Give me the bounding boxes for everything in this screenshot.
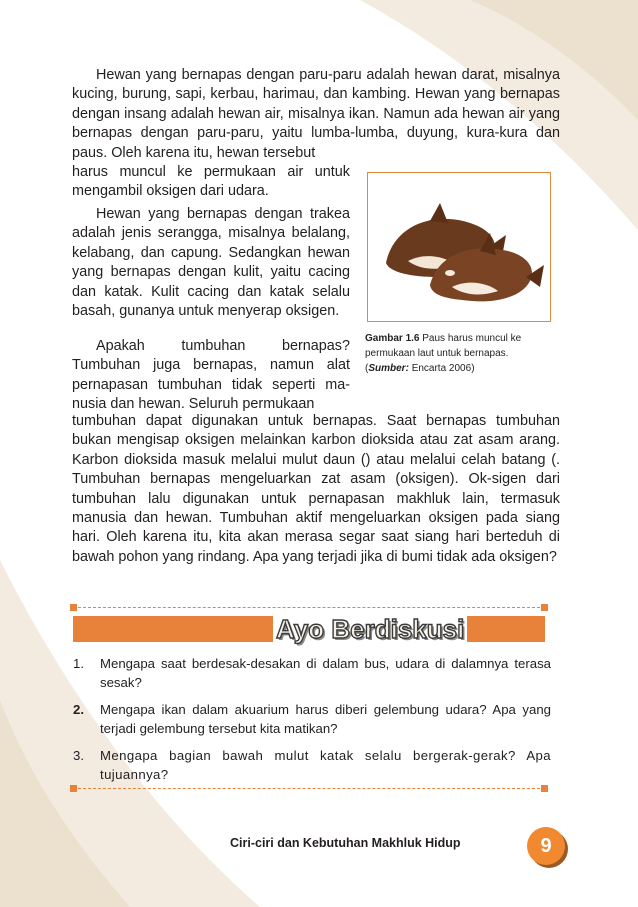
footer-chapter-title: Ciri-ciri dan Kebutuhan Makhluk Hidup — [230, 836, 461, 850]
paragraph-lungs-continued: harus muncul ke permukaan air untuk mengambil oksigen dari udara. — [72, 164, 350, 200]
figure-source: Encarta 2006 — [411, 363, 472, 374]
divider-square-left — [70, 785, 77, 792]
figure-caption: Gambar 1.6 Paus harus muncul ke permukaan laut untuk bernapas. (Sumber: Encarta 2006) — [365, 333, 522, 374]
question-number: 3. — [73, 748, 84, 763]
paragraph-plants-start: Apakah tumbuhan bernapas? Tumbuhan juga bernapas, namun alat pernapasan tumbuhan tidak seperti ma-nusia dan hewan. Seluruh permukaan — [72, 338, 350, 413]
question-number: 1. — [73, 656, 84, 671]
discussion-questions — [73, 654, 551, 792]
divider-square-right — [541, 785, 548, 792]
figure-whales-frame — [367, 172, 551, 322]
section-divider-top — [73, 607, 545, 608]
divider-square-right — [541, 604, 548, 611]
figure-label: Gambar 1.6 — [365, 333, 420, 344]
question-text: Mengapa saat berdesak-desakan di dalam bus, udara di dalamnya terasa sesak? — [100, 656, 551, 690]
question-text: Mengapa ikan dalam akuarium harus diberi gelembung udara? Apa yang terjadi gelembung tersebut kita matikan? — [100, 702, 551, 736]
figure-caption-text: Paus harus muncul ke permukaan laut untuk bernapas. — [365, 333, 522, 359]
section-title: Ayo Berdiskusi — [273, 614, 467, 644]
list-item — [73, 700, 551, 738]
figure-source-label: Sumber: — [368, 363, 409, 374]
divider-square-left — [70, 604, 77, 611]
paragraph-plants-rest: tumbuhan dapat digunakan untuk bernapas. Saat bernapas tumbuhan bukan mengisap oksigen melainkan karbon dioksida atau zat asam arang. Karbon dioksida masuk melalui mulut daun () atau melalui celah batang (. Tumbuhan bernapas mengeluarkan zat asam (oksigen). Ok-sigen dari tumbuhan lalu digunakan untuk pernapasan makhluk lain, termasuk manusia dan hewan. Tumbuhan aktif mengeluarkan oksigen pada siang hari. Oleh karena itu, kita akan merasa segar saat siang hari berteduh di bawah pohon yang rindang. Apa yang terjadi jika di bumi tidak ada oksigen? — [72, 413, 560, 565]
list-item — [73, 746, 551, 784]
question-number: 2. — [73, 702, 84, 717]
whales-illustration — [368, 173, 550, 321]
page-number: 9 — [527, 827, 565, 865]
section-divider-bottom — [73, 788, 545, 789]
paragraph-lungs: Hewan yang bernapas dengan paru-paru adalah hewan darat, misalnya kucing, burung, sapi, kerbau, harimau, dan kambing. Hewan yang bernapas dengan insang adalah hewan air, misalnya ikan. Namun ada hewan air yang bernapas dengan paru-paru, yaitu lumba-lumba, duyung, kura-kura dan paus. Oleh karena itu, hewan tersebut — [72, 67, 560, 161]
question-text: Mengapa bagian bawah mulut katak selalu bergerak-gerak? Apa tujuannya? — [100, 748, 551, 782]
list-item — [73, 654, 551, 692]
paragraph-trachea-skin: Hewan yang bernapas dengan trakea adalah jenis serangga, misalnya belalang, kelabang, dan capung. Sedangkan hewan yang bernapas dengan kulit, yaitu cacing dan katak. Kulit cacing dan katak selalu basah, gunanya untuk menyerap oksigen. — [72, 206, 350, 320]
